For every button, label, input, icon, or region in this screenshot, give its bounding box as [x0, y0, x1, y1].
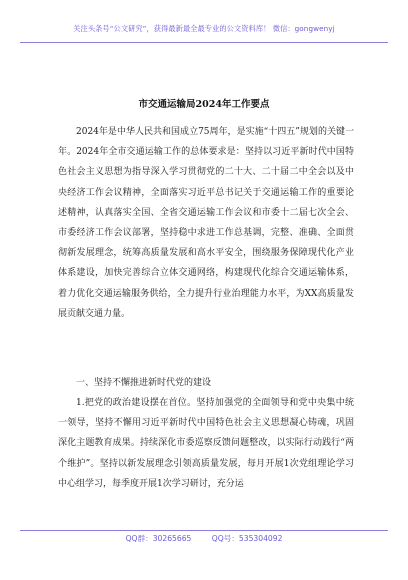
intro-paragraph: 2024年是中华人民共和国成立75周年，是实施“十四五”规划的关键一年。2024年全市交通运输工作的总体要求是：坚持以习近平新时代中国特色社会主义思想为指导深入学习贯彻党的二十大、二十届二中全会以及中央经济工作会议精神，全面落实习近平总书记关于交通运输工作的重要论述精神，认真落实全国、全省交通运输工作会议和市委十二届七次全会、市委经济工作会议部署，坚持稳中求进工作总基调，完整、准确、全面贯彻新发展理念，统筹高质量发展和高水平安全，围绕服务保障现代化产业体系建设，加快完善综合立体交通网络，构建现代化综合交通运输体系，着力优化交通运输服务供给，全力提升行业治理能力水平，为XX高质量发展贡献交通力量。: [58, 127, 354, 319]
header-banner: 关注头条号“公文研究”，获得最新最全最专业的公文资料库！ 微信：gongwenyj: [73, 24, 335, 33]
section-paragraph: 1.把党的政治建设摆在首位。坚持加强党的全面领导和党中央集中统一领导，坚持不懈用习近平新时代中国特色社会主义思想凝心铸魂，巩固深化主题教育成果。持续深化市委巡察反馈问题整改，以实际行动践行“两个维护”。坚持以新发展理念引领高质量发展，每月开展1次党组理论学习中心组学习，每季度开展1次学习研讨，充分运: [58, 398, 354, 489]
header-divider: [20, 42, 388, 43]
intro-block: [58, 122, 354, 324]
section-heading: 一、坚持不懈推进新时代党的建设: [76, 378, 212, 388]
section-paragraph-block: [58, 393, 354, 494]
footer-divider: [20, 530, 388, 531]
document-title: 市交通运输局2024年工作要点: [138, 99, 270, 110]
section-heading-block: [58, 373, 354, 393]
footer-contact: QQ群：30265665 QQ号：535304092: [125, 534, 283, 543]
